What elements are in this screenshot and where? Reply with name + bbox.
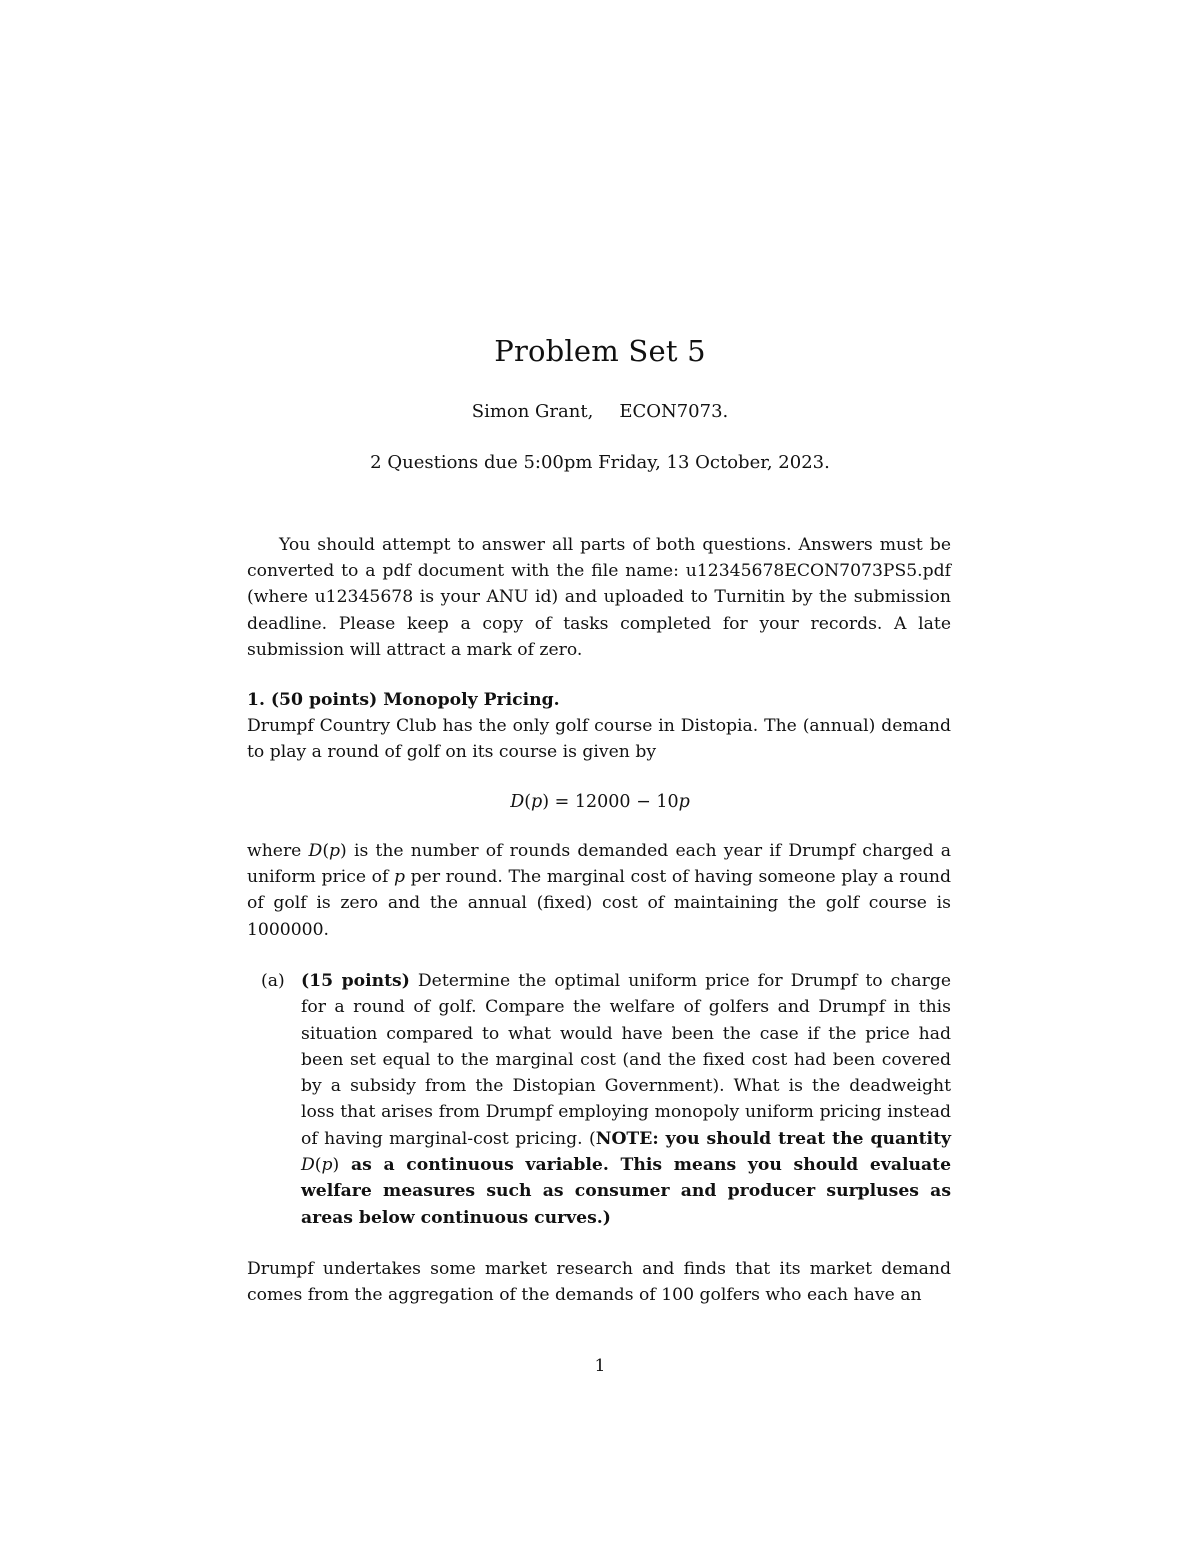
part-a-points: (15 points) bbox=[301, 971, 410, 991]
part-a-note-p-open: ( bbox=[314, 1155, 322, 1176]
question-1-continuation bbox=[247, 838, 951, 943]
continuation-p2: p bbox=[394, 867, 406, 888]
question-1-body: Drumpf Country Club has the only golf course in Distopia. The (annual) demand to play a round of golf on its course is given by bbox=[247, 716, 951, 763]
part-a-note-p: p bbox=[321, 1155, 333, 1176]
part-a-note-label: NOTE bbox=[595, 1128, 653, 1149]
equation-var: p bbox=[531, 792, 543, 812]
course-code: ECON7073. bbox=[619, 401, 729, 422]
due-date-line: 2 Questions due 5:00pm Friday, 13 October, 2023. bbox=[370, 452, 830, 473]
question-1-after-paragraph: Drumpf undertakes some market research and finds that its market demand comes from the aggregation of the demands of 100 golfers who each have an bbox=[247, 1259, 951, 1306]
equation-lhs: D bbox=[510, 792, 525, 812]
continuation-text-1: where bbox=[247, 841, 309, 861]
equation-paren-close: ) bbox=[542, 792, 550, 812]
continuation-text-3: per round. The marginal cost of having someone play a round of golf is zero and the annual (fixed) cost of maintaining the golf course is 1000000. bbox=[247, 867, 951, 940]
intro-paragraph: You should attempt to answer all parts of both questions. Answers must be converted to a pdf document with the file name: u12345678ECON7073PS5.pdf (where u12345678 is your ANU id) and uploaded to Turnitin by the submission deadline. Please keep a copy of tasks completed for your records. A late submission will attract a mark of zero. bbox=[247, 535, 951, 660]
page-number: 1 bbox=[594, 1356, 606, 1376]
equation-paren-open: ( bbox=[524, 792, 532, 812]
part-a-note-text-2: as a continuous variable. This means you should evaluate welfare measures such as consumer and producer surpluses as areas below continuous curves.) bbox=[301, 1155, 951, 1228]
continuation-p: p bbox=[329, 841, 341, 861]
equation-rhs-var: p bbox=[678, 792, 690, 812]
demand-equation bbox=[0, 789, 1200, 815]
continuation-p-close: ) bbox=[340, 841, 347, 861]
author-name: Simon Grant, bbox=[471, 401, 594, 422]
part-a-text bbox=[301, 968, 951, 1231]
part-a-note-p-close: ) bbox=[332, 1155, 340, 1176]
part-a-body: Determine the optimal uniform price for Drumpf to charge for a round of golf. Compare the welfare of golfers and Drumpf in this situation compared to what would have been the case if the price had been set equal to the marginal cost (and the fixed cost had been covered by a subsidy from the Distopian Government). What is the deadweight loss that arises from Drumpf employing monopoly uniform pricing instead of having marginal-cost pricing. ( bbox=[301, 971, 951, 1149]
part-a-note-d: D bbox=[301, 1155, 315, 1176]
continuation-text-2: is the number of rounds demanded each year if Drumpf charged a uniform price of bbox=[247, 841, 951, 888]
part-a-note-text: : you should treat the quantity bbox=[652, 1128, 951, 1149]
question-1-heading: 1. (50 points) Monopoly Pricing. bbox=[247, 690, 560, 710]
equation-rhs: = 12000 − 10 bbox=[549, 792, 679, 812]
continuation-p-open: ( bbox=[322, 841, 330, 861]
document-title: Problem Set 5 bbox=[494, 334, 706, 368]
author-line bbox=[0, 400, 1200, 424]
part-a-label: (a) bbox=[261, 971, 285, 991]
continuation-d: D bbox=[308, 841, 323, 861]
